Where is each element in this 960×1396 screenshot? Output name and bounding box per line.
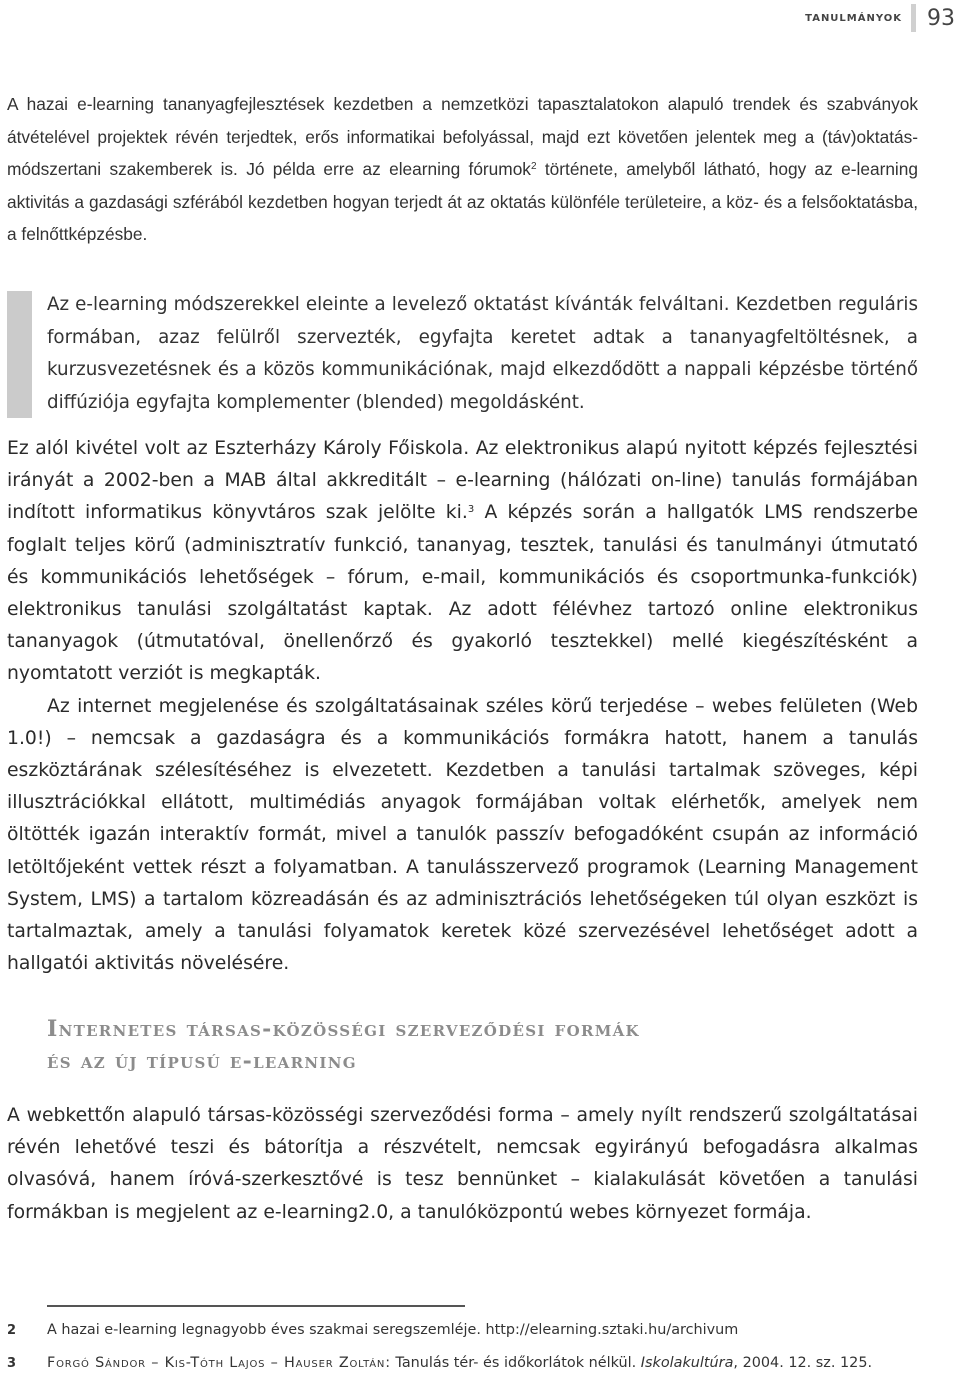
footnote-separator — [47, 1305, 465, 1307]
pull-quote-bar — [7, 291, 32, 418]
section-heading-line-2: és az új típusú e-learning — [47, 1048, 357, 1074]
footnote-authors: Forgó Sándor – Kis-Tóth Lajos – Hauser Zoltán: — [47, 1355, 391, 1371]
footnote-ref-2[interactable]: 2 — [530, 161, 537, 173]
page-header — [0, 0, 960, 44]
pull-quote-text: Az e-learning módszerekkel eleinte a levelező oktatást kívánták felváltani. Kezdetben reguláris formában, azaz felülről szervezték, egyfajta keretet adtak a tananyagfeltöltésnek, a kurzusvezetésnek és a közös kommunikációnak, majd elkezdődött a nappali képzésbe történő diffúziója egyfajta komplementer (blended) megoldásként. — [47, 294, 918, 413]
footnote-text: A hazai e-learning legnagyobb éves szakmai seregszemléje. http://elearning.sztaki.hu/archivum — [47, 1322, 739, 1338]
footnote-title: Tanulás tér- és időkorlátok nélkül. — [390, 1355, 641, 1371]
footnote-number: 2 — [7, 1323, 17, 1338]
section-heading-line-1: Internetes társas-közösségi szerveződési formák — [47, 1016, 640, 1042]
body-text-a: Ez alól kivétel volt az Eszterházy Károly Főiskola. Az elektronikus alapú nyitott képzés fejlesztési irányát a 2002-ben a MAB által akkreditált – e-learning (hálózati on-line) tanulás formájában indított informatikus könyvtáros szak jelölte ki. — [7, 438, 918, 524]
footnote-number: 3 — [7, 1356, 17, 1371]
footnote-journal: Iskolakultúra — [640, 1355, 734, 1371]
body-text-c: Az internet megjelenése és szolgáltatásainak széles körű terjedése – webes felületen (Web 1.0!) – nemcsak a gazdaságra és a kommunikációs formákra hatott, hanem a tanulás eszköztárának szélesítéséhez is elvezetett. Kezdetben a tanulási tartalmak szöveges, képi illusztrációkkal ellátott, multimédiás anyagok formájában voltak elérhetők, amelyek nem öltötték igazán interaktív formát, mivel a tanulók passzív befogadóként csupán az információ letöltőjeként vettek részt a folyamatban. A tanulásszervező programok (Learning Management System, LMS) a tartalom közreadásán és az adminisztrációs lehetőségeken túl olyan eszközt is tartalmaztak, amely a tanulási folyamatok keretek közé szervezésével lehetőséget adott a hallgatói aktivitás növelésére. — [7, 695, 918, 975]
body-paragraphs — [7, 433, 918, 980]
footnote-ref-3[interactable]: 3 — [467, 504, 475, 516]
body-text-b: A képzés során a hallgatók LMS rendszerbe foglalt teljes körű (adminisztratív funkció, tananyag, tesztek, tanulási és tanulmányi útmutató és kommunikációs lehetőségek – fórum, e-mail, kommunikációs és csoportmunka-funkciók) elektronikus tanulási szolgáltatást kaptak. Az adott félévhez tartozó online elektronikus tananyagok (útmutatóval, önellenőrző és gyakorló tesztekkel) mellé kiegészítésként a nyomtatott verziót is megkapták. — [7, 502, 918, 685]
section-heading — [47, 1013, 907, 1077]
footnote-details: , 2004. 12. sz. 125. — [733, 1355, 873, 1371]
section-paragraph: A webkettőn alapuló társas-közösségi szerveződési forma – amely nyílt rendszerű szolgáltatásai révén lehetővé teszi és bátorítja a részvételt, nemcsak egyirányú befogadásra alkalmas olvasóvá, hanem íróvá-szerkesztővé is tesz bennünket – kialakulását követően a tanulási formákban is megjelent az e-learning2.0, a tanulóközpontú webes környezet formája. — [7, 1105, 918, 1223]
footnote-text — [47, 1351, 927, 1376]
intro-text-b: története, amelyből látható, hogy az e-learning aktivitás a gazdasági szférából kezdetben hogyan terjedt át az oktatás különféle területeire, a köz- és a felsőoktatásba, a felnőttképzésbe. — [7, 159, 918, 245]
intro-paragraph — [7, 88, 918, 251]
running-head: tanulmányok — [805, 9, 902, 25]
page-number: 93 — [927, 6, 955, 31]
intro-text-a: A hazai e-learning tananyagfejlesztések kezdetben a nemzetközi tapasztalatokon alapuló trendek és szabványok átvételével projektek révén terjedtek, erős informatikai befolyással, majd ezt követően jelentek meg a (táv)oktatás-módszertani szakemberek is. Jó példa erre az elearning fórumok — [7, 94, 918, 180]
header-divider — [911, 4, 916, 32]
